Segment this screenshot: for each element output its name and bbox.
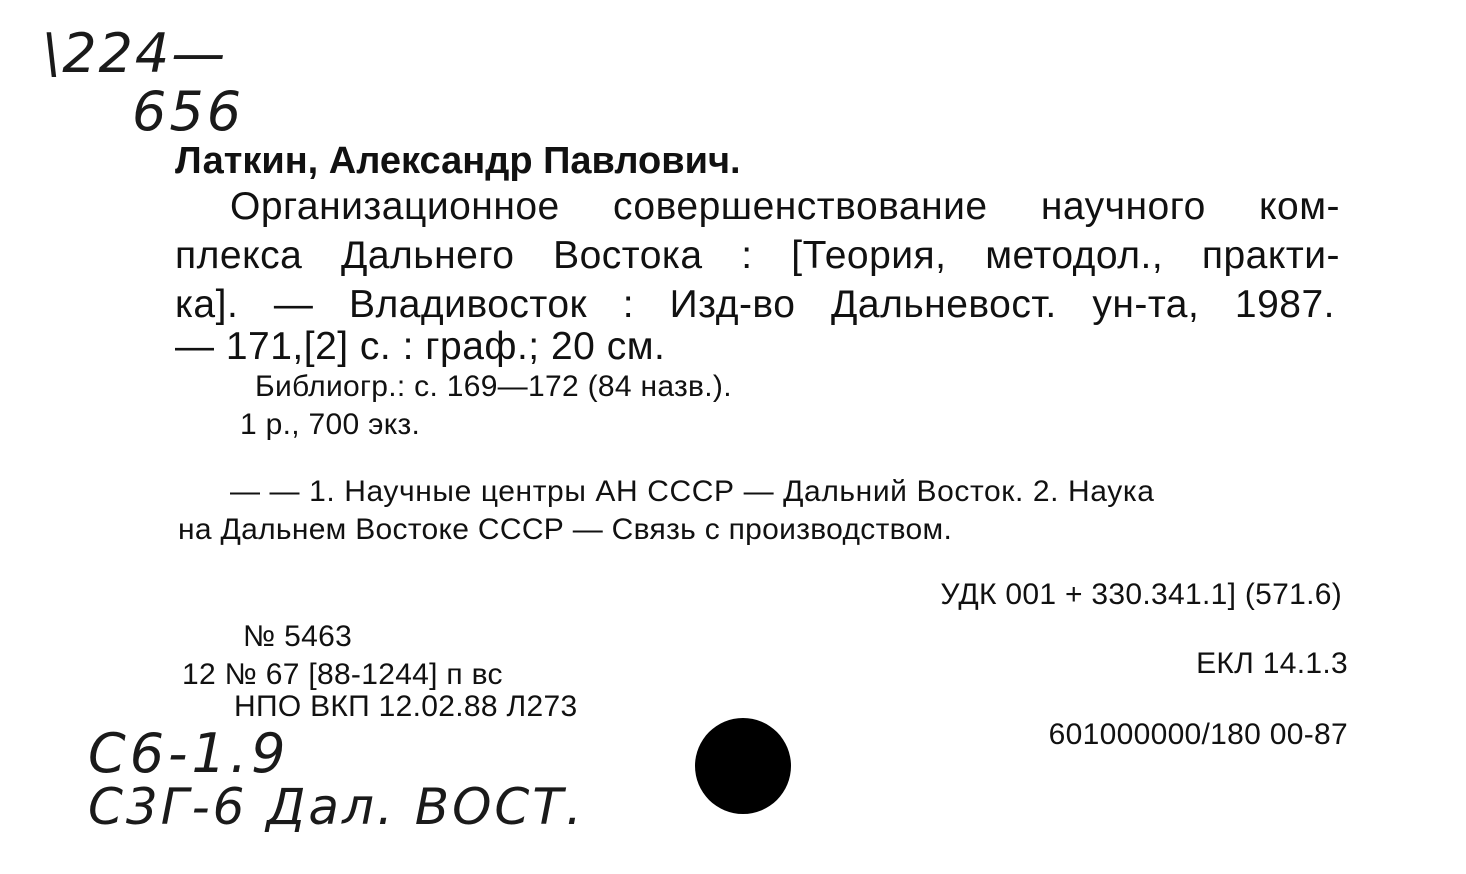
series-number: 601000000/180 00-87 [1048,718,1348,751]
ekl-code: ЕКЛ 14.1.3 [1196,647,1348,680]
udk-code: УДК 001 + 330.341.1] (571.6) [940,578,1342,611]
handwritten-shelf-mark-line1: \224— [42,22,228,85]
price-and-copies: 1 р., 700 экз. [240,408,421,441]
description-line-4: — 171,[2] с. : граф.; 20 см. [175,325,666,368]
publisher-stamp: НПО ВКП 12.02.88 Л273 [234,690,578,723]
order-number: 12 № 67 [88-1244] п вс [182,658,503,691]
description-line-2: плекса Дальнего Востока : [Теория, методол., практи- [175,234,1340,277]
handwritten-class-line1: С6-1.9 [88,722,290,785]
subjects-line-1: — — 1. Научные центры АН СССР — Дальний Восток. 2. Наука [230,475,1155,508]
bibliography-note: Библиогр.: с. 169—172 (84 назв.). [255,370,732,403]
handwritten-class-line2: С3Г-6 Дал. ВОСТ. [88,778,585,836]
description-line-3: ка]. — Владивосток : Изд-во Дальневост. ун-та, 1987. [175,283,1335,326]
card-number: № 5463 [243,620,353,653]
author-heading: Латкин, Александр Павлович. [175,140,741,182]
punched-hole [695,718,791,814]
description-line-1: Организационное совершенствование научного ком- [230,185,1340,228]
subjects-line-2: на Дальнем Востоке СССР — Связь с производством. [178,513,953,546]
handwritten-shelf-mark-line2: 656 [132,80,245,143]
